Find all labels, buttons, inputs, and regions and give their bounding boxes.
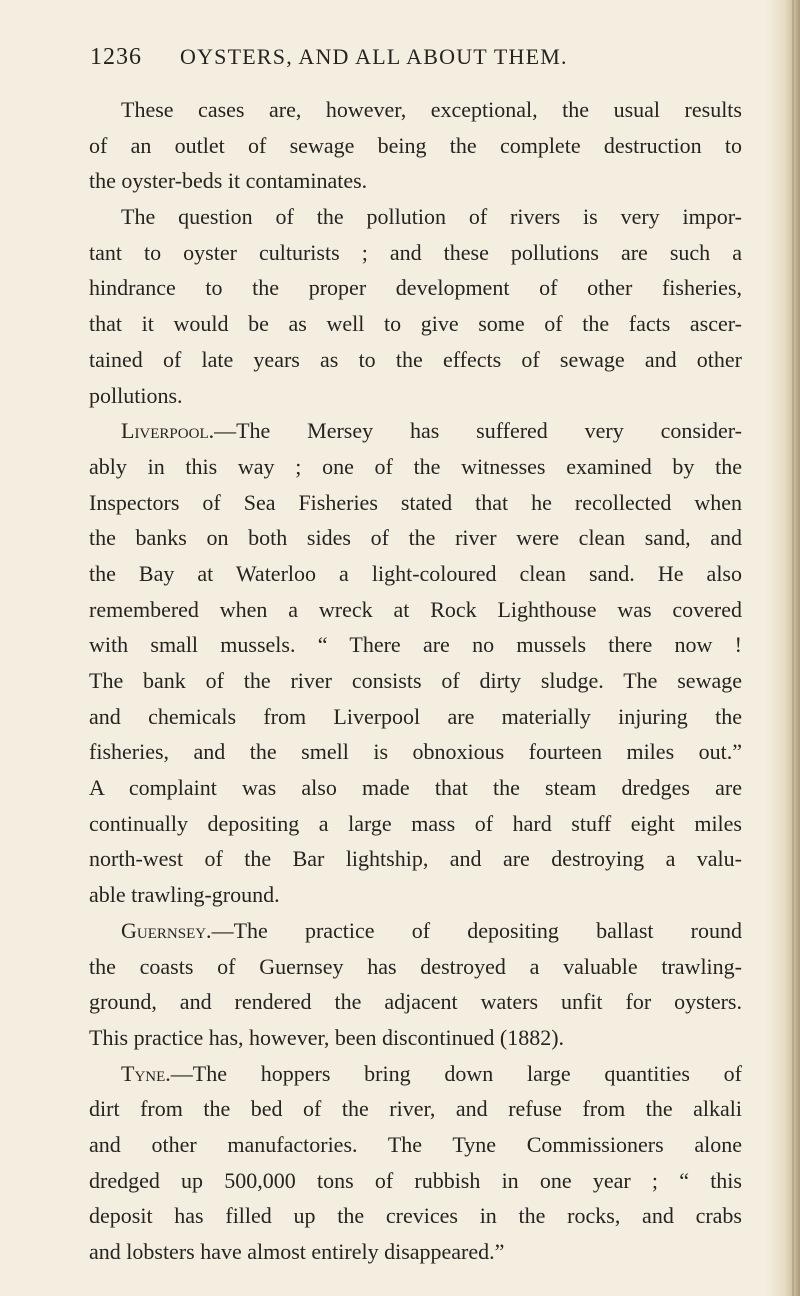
- text-line: fisheries, and the smell is obnoxious fourteen miles out.”: [89, 739, 742, 765]
- text-line: able trawling-ground.: [89, 882, 280, 908]
- text-line: dredged up 500,000 tons of rubbish in one year ; “ this: [89, 1167, 742, 1193]
- text-line: and lobsters have almost entirely disappeared.”: [89, 1239, 505, 1264]
- running-title: OYSTERS, AND ALL ABOUT THEM.: [180, 44, 568, 69]
- text-line: continually depositing a large mass of hard stuff eight miles: [89, 810, 742, 836]
- text-line-section-guernsey: [89, 913, 742, 949]
- text-line: the Bay at Waterloo a light-coloured clean sand. He also: [89, 560, 742, 586]
- text-line: dirt from the bed of the river, and refuse from the alkali: [89, 1096, 742, 1122]
- text-line: and other manufactories. The Tyne Commissioners alone: [89, 1131, 742, 1157]
- text-line: north-west of the Bar lightship, and are destroying a valu-: [89, 846, 742, 872]
- text-line: The question of the pollution of rivers is very impor-: [121, 204, 742, 230]
- text-line: A complaint was also made that the steam dredges are: [89, 775, 742, 801]
- page-number: 1236: [90, 44, 142, 70]
- text-line: Inspectors of Sea Fisheries stated that he recollected when: [89, 489, 742, 515]
- body-text: [89, 92, 742, 1270]
- text-line: with small mussels. “ There are no mussels there now !: [89, 632, 742, 658]
- page-header: [90, 44, 750, 84]
- text-line: pollutions.: [89, 382, 183, 408]
- text-line: the coasts of Guernsey has destroyed a valuable trawling-: [89, 953, 742, 979]
- section-heading-tyne: Tyne.: [121, 1060, 171, 1086]
- text-line: This practice has, however, been discontinued (1882).: [89, 1024, 565, 1050]
- section-text: —The hoppers bring down large quantities of: [170, 1060, 742, 1086]
- page-edge-shadow: [766, 0, 800, 1296]
- section-heading-guernsey: Guernsey.: [121, 917, 212, 943]
- text-line: ably in this way ; one of the witnesses examined by the: [89, 453, 742, 479]
- text-line: tant to oyster culturists ; and these pollutions are such a: [89, 239, 742, 265]
- text-line: the banks on both sides of the river were clean sand, and: [89, 525, 742, 551]
- text-line-section-tyne: [89, 1056, 742, 1092]
- page-edge-line: [792, 0, 794, 1296]
- text-line: ground, and rendered the adjacent waters unfit for oysters.: [89, 989, 742, 1015]
- section-text: —The Mersey has suffered very consider-: [214, 418, 742, 444]
- text-line: that it would be as well to give some of the facts ascer-: [89, 311, 742, 337]
- text-line: the oyster-beds it contaminates.: [89, 168, 368, 194]
- text-line: tained of late years as to the effects of sewage and other: [89, 346, 742, 372]
- text-line: of an outlet of sewage being the complete destruction to: [89, 132, 742, 158]
- text-line: remembered when a wreck at Rock Lighthouse was covered: [89, 596, 742, 622]
- text-line: hindrance to the proper development of other fisheries,: [89, 275, 742, 301]
- text-line-section-liverpool: [89, 413, 742, 449]
- section-heading-liverpool: Liverpool.: [121, 418, 215, 444]
- section-text: —The practice of depositing ballast round: [211, 917, 742, 943]
- text-line: deposit has filled up the crevices in the rocks, and crabs: [89, 1203, 742, 1229]
- text-line: These cases are, however, exceptional, the usual results: [121, 97, 742, 122]
- text-line: The bank of the river consists of dirty sludge. The sewage: [89, 668, 742, 693]
- text-line: and chemicals from Liverpool are materially injuring the: [89, 703, 742, 729]
